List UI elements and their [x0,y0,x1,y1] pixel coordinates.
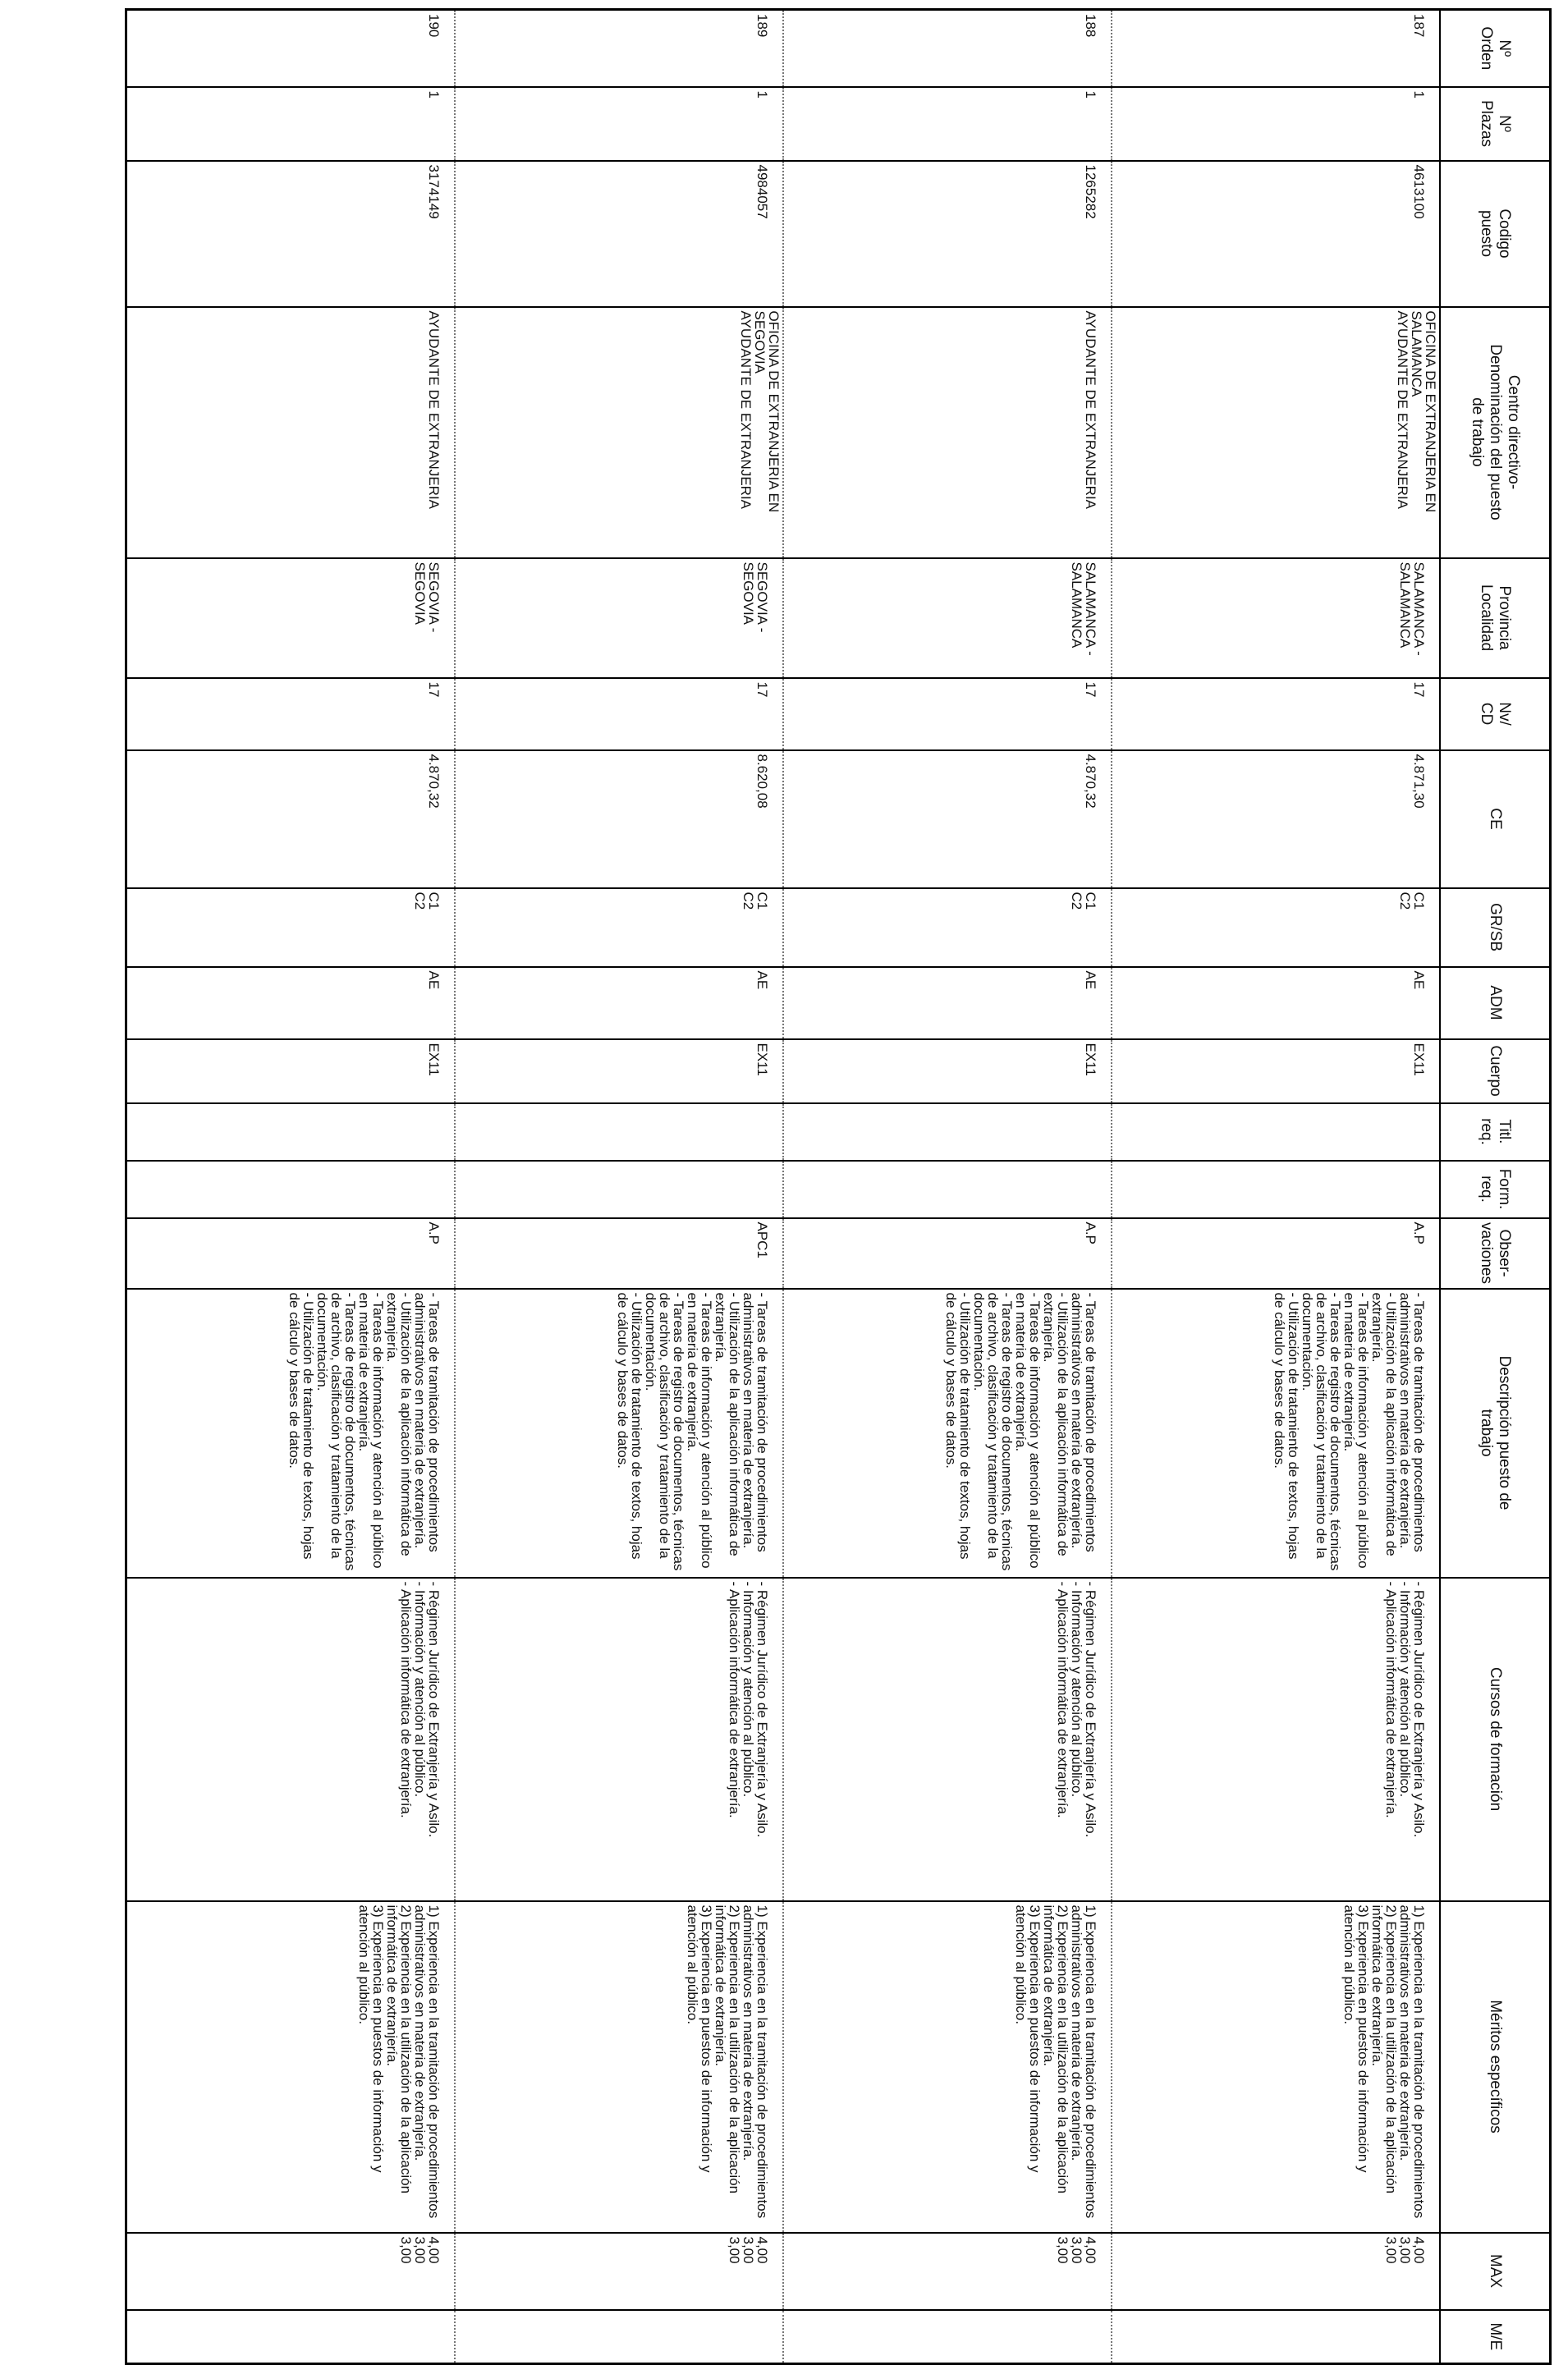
cell-observaciones: A.P [126,1218,456,1289]
table-header-row [1440,10,1551,2364]
header-descripcion: Descripción puesto de trabajo [1440,1289,1551,1578]
cell-descripcion: - Tareas de tramitación de procedimientos administrativos en materia de extranjería. - Utilización de la aplicación informática de extranjería. - Tareas de información y atención al público en materia de extranjería. - Tareas de registro de documentos, técnicas de archivo, clasificación y tratamiento de la documentación. - Utilización de tratamiento de textos, hojas de cálculo y bases de datos. [1112,1289,1440,1578]
cell-centro [126,307,456,558]
cell-provincia: SEGOVIA - SEGOVIA [455,558,783,678]
header-observaciones: Obser- vaciones [1440,1218,1551,1289]
cell-formacion [126,1161,456,1218]
header-grupo: GR/SB [1440,888,1551,967]
cell-nivel: 17 [1112,678,1440,750]
cell-provincia: SEGOVIA - SEGOVIA [126,558,456,678]
header-formacion: Form. req. [1440,1161,1551,1218]
cell-cursos: - Régimen Jurídico de Extranjería y Asilo. - Información y atención al público. - Aplicación informática de extranjería. [783,1578,1112,1901]
cell-cursos: - Régimen Jurídico de Extranjería y Asilo. - Información y atención al público. - Aplicación informática de extranjería. [455,1578,783,1901]
cell-titulacion [455,1103,783,1161]
cell-adm: AE [783,967,1112,1039]
cell-max: 4,00 3,00 3,00 [126,2233,456,2310]
centro-directivo-heading: OFICINA DE EXTRANJERIA EN SEGOVIA [752,310,782,513]
cell-orden: 190 [126,10,456,87]
cell-cursos: - Régimen Jurídico de Extranjería y Asilo. - Información y atención al público. - Aplicación informática de extranjería. [1112,1578,1440,1901]
cell-adm: AE [455,967,783,1039]
cell-me [455,2310,783,2364]
cell-observaciones: APC1 [455,1218,783,1289]
header-codigo: Codigo puesto [1440,161,1551,307]
cell-observaciones: A.P [1112,1218,1440,1289]
cell-plazas: 1 [455,87,783,161]
cell-codigo: 1265282 [783,161,1112,307]
header-me: M/E [1440,2310,1551,2364]
puesto-denominacion: AYUDANTE DE EXTRANJERIA [1083,310,1098,510]
cell-observaciones: A.P [783,1218,1112,1289]
cell-grupo: C1 C2 [1112,888,1440,967]
header-cuerpo: Cuerpo [1440,1039,1551,1103]
cell-meritos: 1) Experiencia en la tramitación de procedimientos administrativos en materia de extranjería. 2) Experiencia en la utilización de la aplicación informática de extranjería. 3) Experiencia en puestos de información y atención al público. [783,1901,1112,2233]
puesto-denominacion: AYUDANTE DE EXTRANJERIA [426,310,442,510]
cell-ce: 8.620,08 [455,750,783,888]
cell-provincia: SALAMANCA - SALAMANCA [1112,558,1440,678]
cell-centro [455,307,783,558]
cell-titulacion [783,1103,1112,1161]
header-orden: Nº Orden [1440,10,1551,87]
cell-codigo: 4613100 [1112,161,1440,307]
cell-ce: 4.871,30 [1112,750,1440,888]
cell-meritos: 1) Experiencia en la tramitación de procedimientos administrativos en materia de extranjería. 2) Experiencia en la utilización de la aplicación informática de extranjería. 3) Experiencia en puestos de información y atención al público. [455,1901,783,2233]
table-row [1112,10,1440,2364]
header-meritos: Méritos específicos [1440,1901,1551,2233]
cell-cuerpo: EX11 [126,1039,456,1103]
header-plazas: Nº Plazas [1440,87,1551,161]
cell-cuerpo: EX11 [1112,1039,1440,1103]
cell-formacion [455,1161,783,1218]
job-positions-table [125,8,1552,2365]
cell-formacion [783,1161,1112,1218]
cell-nivel: 17 [126,678,456,750]
cell-plazas: 1 [1112,87,1440,161]
puesto-denominacion: AYUDANTE DE EXTRANJERIA [738,310,754,510]
cell-me [126,2310,456,2364]
cell-ce: 4.870,32 [126,750,456,888]
table-row [783,10,1112,2364]
table-row [126,10,456,2364]
cell-titulacion [126,1103,456,1161]
cell-orden: 188 [783,10,1112,87]
cell-me [783,2310,1112,2364]
cell-plazas: 1 [126,87,456,161]
table-row [455,10,783,2364]
cell-formacion [1112,1161,1440,1218]
cell-max: 4,00 3,00 3,00 [1112,2233,1440,2310]
cell-me [1112,2310,1440,2364]
cell-grupo: C1 C2 [783,888,1112,967]
rotated-document-page [74,8,1552,2351]
header-titulacion: Titl. req. [1440,1103,1551,1161]
header-adm: ADM [1440,967,1551,1039]
cell-descripcion: - Tareas de tramitación de procedimientos administrativos en materia de extranjería. - Utilización de la aplicación informática de extranjería. - Tareas de información y atención al público en materia de extranjería. - Tareas de registro de documentos, técnicas de archivo, clasificación y tratamiento de la documentación. - Utilización de tratamiento de textos, hojas de cálculo y bases de datos. [455,1289,783,1578]
cell-orden: 189 [455,10,783,87]
cell-grupo: C1 C2 [126,888,456,967]
cell-cursos: - Régimen Jurídico de Extranjería y Asilo. - Información y atención al público. - Aplicación informática de extranjería. [126,1578,456,1901]
cell-descripcion: - Tareas de tramitación de procedimientos administrativos en materia de extranjería. - Utilización de la aplicación informática de extranjería. - Tareas de información y atención al público en materia de extranjería. - Tareas de registro de documentos, técnicas de archivo, clasificación y tratamiento de la documentación. - Utilización de tratamiento de textos, hojas de cálculo y bases de datos. [783,1289,1112,1578]
cell-provincia: SALAMANCA - SALAMANCA [783,558,1112,678]
cell-adm: AE [1112,967,1440,1039]
cell-cuerpo: EX11 [455,1039,783,1103]
cell-plazas: 1 [783,87,1112,161]
cell-grupo: C1 C2 [455,888,783,967]
cell-max: 4,00 3,00 3,00 [455,2233,783,2310]
cell-cuerpo: EX11 [783,1039,1112,1103]
cell-codigo: 4984057 [455,161,783,307]
header-centro: Centro directivo- Denominación del puesto de trabajo [1440,307,1551,558]
header-cursos: Cursos de formación [1440,1578,1551,1901]
puesto-denominacion: AYUDANTE DE EXTRANJERIA [1395,310,1410,510]
cell-meritos: 1) Experiencia en la tramitación de procedimientos administrativos en materia de extranjería. 2) Experiencia en la utilización de la aplicación informática de extranjería. 3) Experiencia en puestos de información y atención al público. [1112,1901,1440,2233]
header-nivel: Nv/ CD [1440,678,1551,750]
cell-meritos: 1) Experiencia en la tramitación de procedimientos administrativos en materia de extranjería. 2) Experiencia en la utilización de la aplicación informática de extranjería. 3) Experiencia en puestos de información y atención al público. [126,1901,456,2233]
header-max: MAX [1440,2233,1551,2310]
cell-ce: 4.870,32 [783,750,1112,888]
cell-nivel: 17 [783,678,1112,750]
cell-codigo: 3174149 [126,161,456,307]
cell-descripcion: - Tareas de tramitación de procedimientos administrativos en materia de extranjería. - Utilización de la aplicación informática de extranjería. - Tareas de información y atención al público en materia de extranjería. - Tareas de registro de documentos, técnicas de archivo, clasificación y tratamiento de la documentación. - Utilización de tratamiento de textos, hojas de cálculo y bases de datos. [126,1289,456,1578]
cell-nivel: 17 [455,678,783,750]
cell-titulacion [1112,1103,1440,1161]
cell-centro [783,307,1112,558]
header-provincia: Provincia Localidad [1440,558,1551,678]
cell-adm: AE [126,967,456,1039]
cell-centro [1112,307,1440,558]
header-ce: CE [1440,750,1551,888]
cell-orden: 187 [1112,10,1440,87]
cell-max: 4,00 3,00 3,00 [783,2233,1112,2310]
centro-directivo-heading: OFICINA DE EXTRANJERIA EN SALAMANCA [1409,310,1438,513]
